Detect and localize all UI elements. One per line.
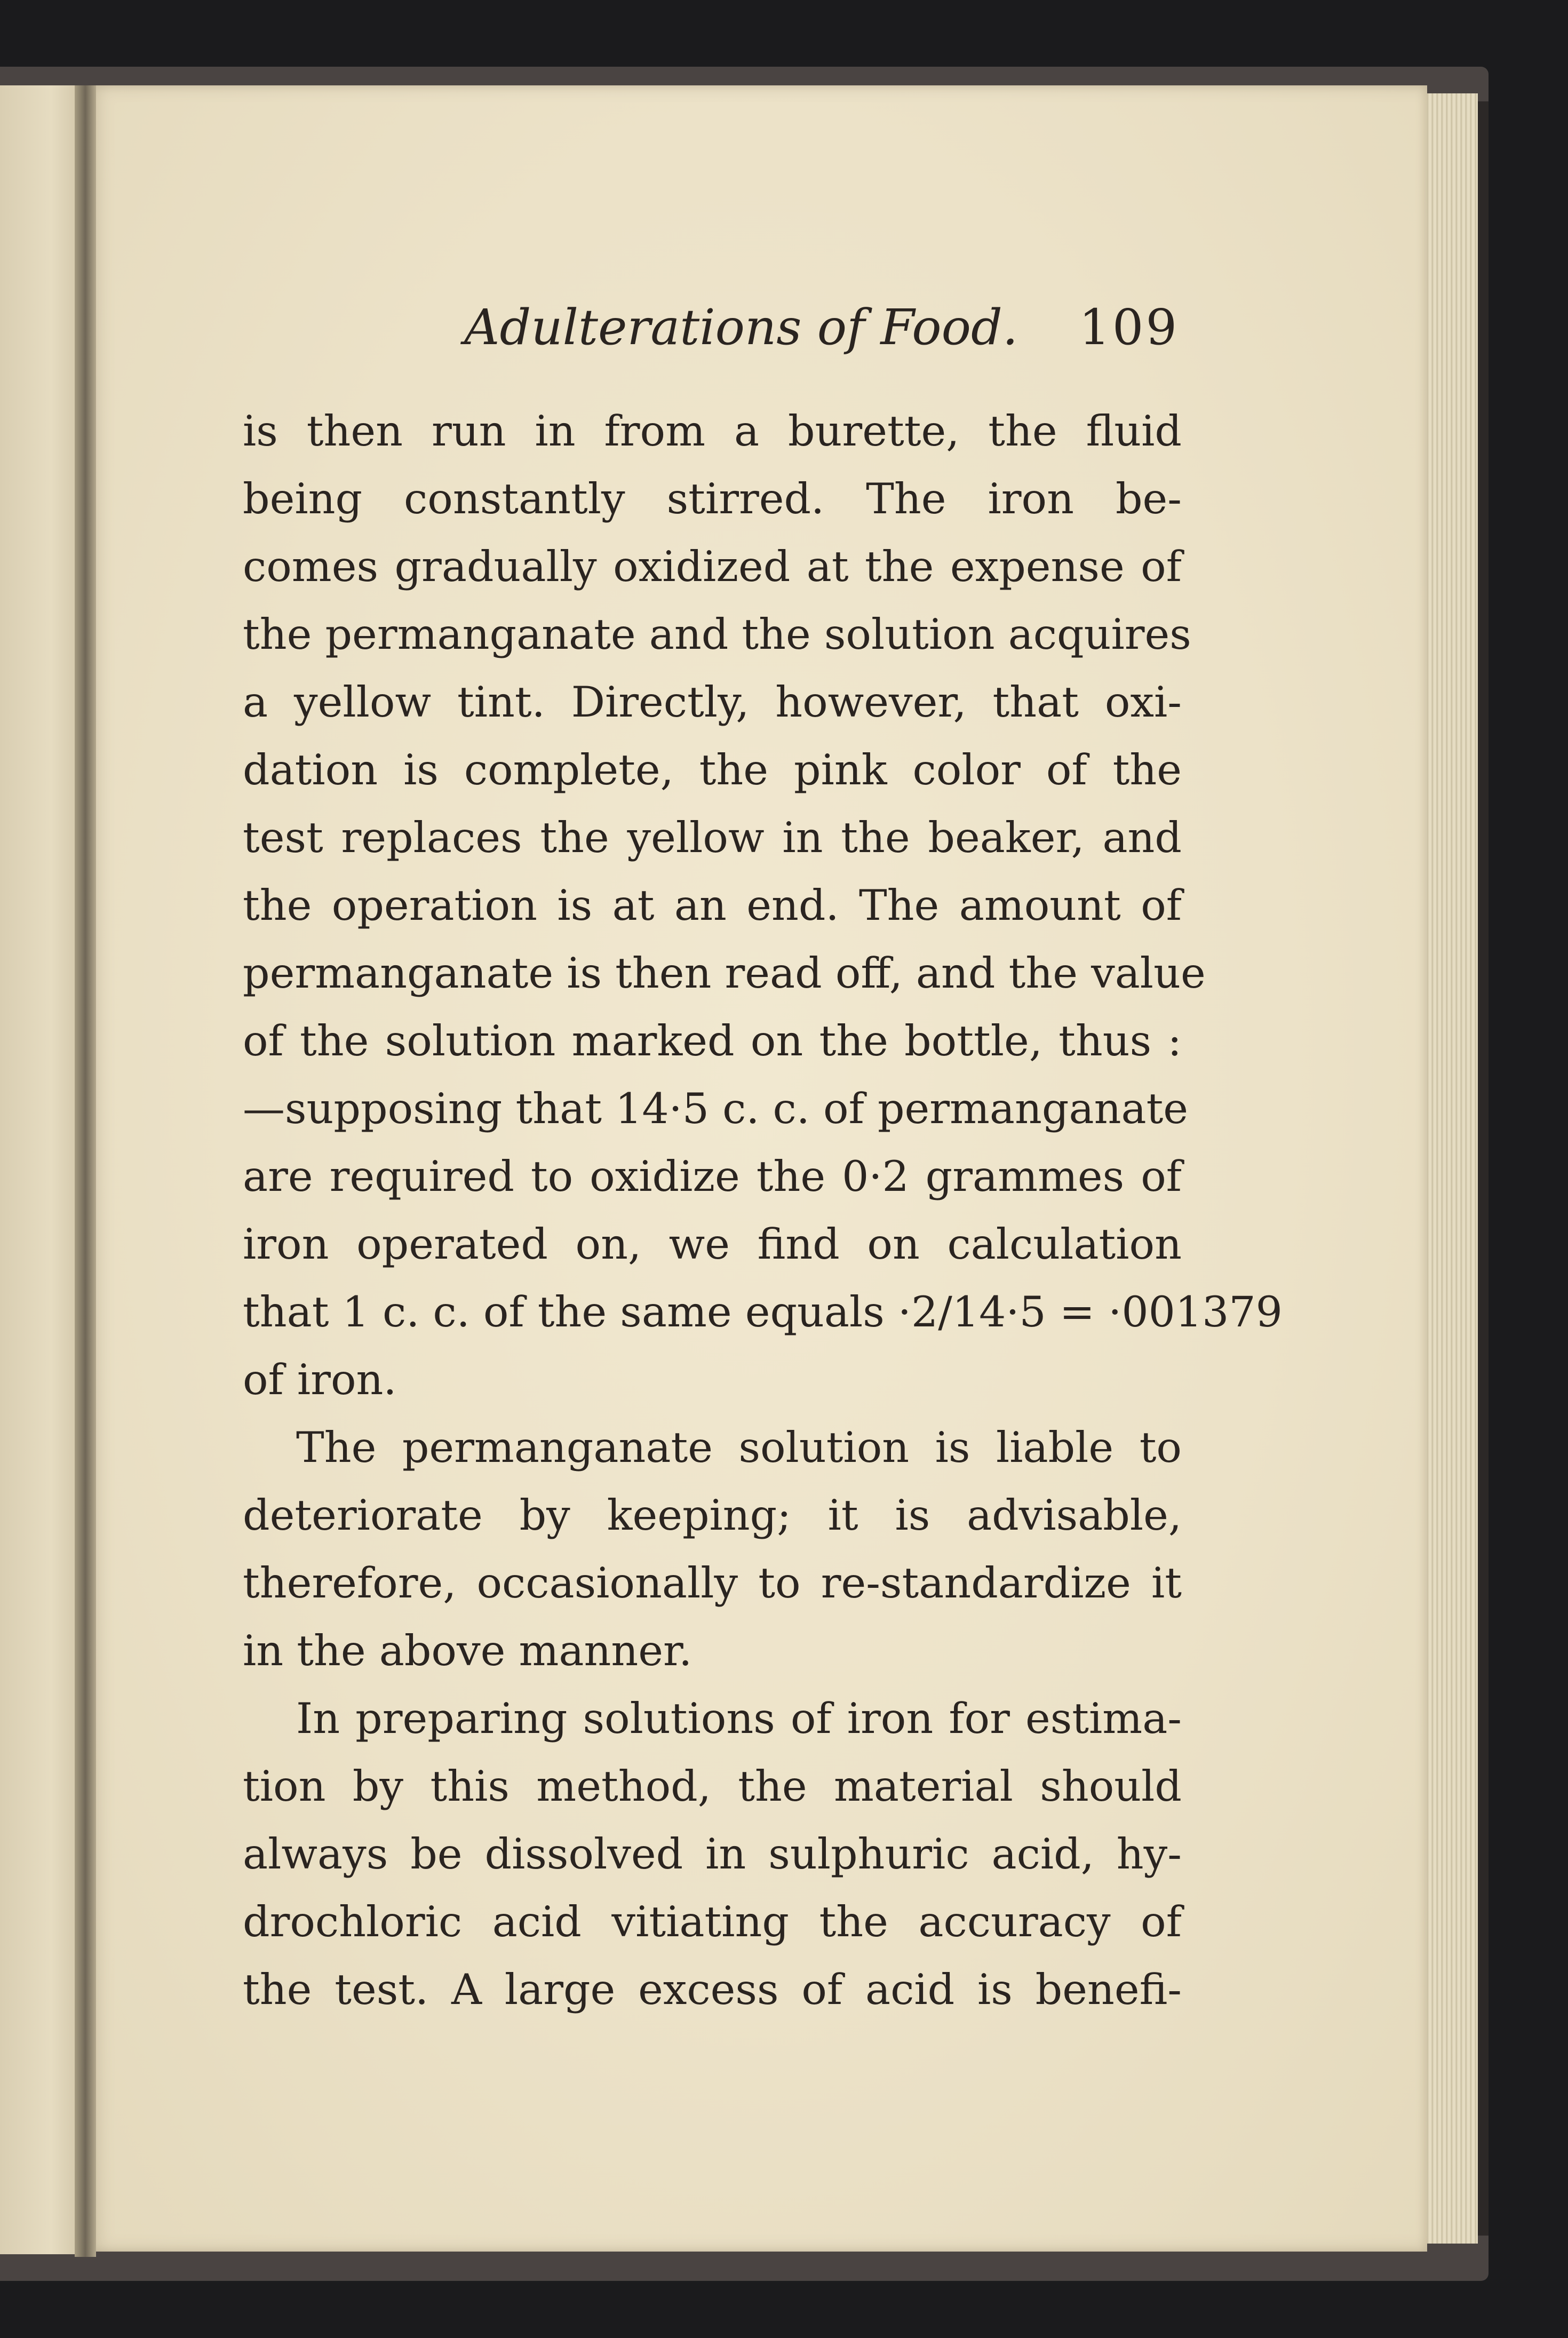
text-line: being constantly stirred. The iron be- (243, 474, 1182, 523)
page-header (373, 299, 1179, 373)
page-edges (1419, 93, 1478, 2244)
running-title: Adulterations of Food. (464, 299, 1018, 356)
text-line: therefore, occasionally to re-standardize it (243, 1558, 1182, 1608)
facing-page-edge (0, 85, 85, 2254)
text-line: test replaces the yellow in the beaker, and (243, 813, 1182, 862)
text-line: In preparing solutions of iron for estima- (296, 1694, 1182, 1743)
text-line: deteriorate by keeping; it is advisable, (243, 1491, 1182, 1540)
text-line: the permanganate and the solution acquires (243, 610, 1191, 659)
text-line: the operation is at an end. The amount of (243, 881, 1182, 930)
page-number: 109 (1079, 299, 1179, 356)
book-gutter (75, 85, 96, 2257)
cover-edge (1478, 101, 1489, 2236)
text-line: is then run in from a burette, the fluid (243, 407, 1182, 456)
body-text (243, 397, 1283, 2024)
text-line: dation is complete, the pink color of the (243, 745, 1182, 794)
text-line: comes gradually oxidized at the expense of (243, 542, 1182, 591)
text-line: are required to oxidize the 0·2 grammes of (243, 1152, 1182, 1201)
text-line: The permanganate solution is liable to (296, 1423, 1182, 1472)
text-line: always be dissolved in sulphuric acid, hy- (243, 1830, 1182, 1879)
text-line: permanganate is then read off, and the value (243, 949, 1206, 998)
text-line: tion by this method, the material should (243, 1762, 1182, 1811)
text-line: the test. A large excess of acid is benefi- (243, 1965, 1182, 2014)
text-line: drochloric acid vitiating the accuracy of (243, 1897, 1182, 1946)
text-line: of iron. (243, 1355, 397, 1404)
text-line: —supposing that 14·5 c. c. of permanganate (243, 1084, 1189, 1133)
text-line: of the solution marked on the bottle, thus : (243, 1016, 1182, 1065)
text-line: that 1 c. c. of the same equals ·2/14·5 = ·001379 (243, 1287, 1283, 1337)
text-line: a yellow tint. Directly, however, that oxi- (243, 678, 1182, 727)
text-line: in the above manner. (243, 1626, 693, 1675)
text-line: iron operated on, we find on calculation (243, 1220, 1182, 1269)
